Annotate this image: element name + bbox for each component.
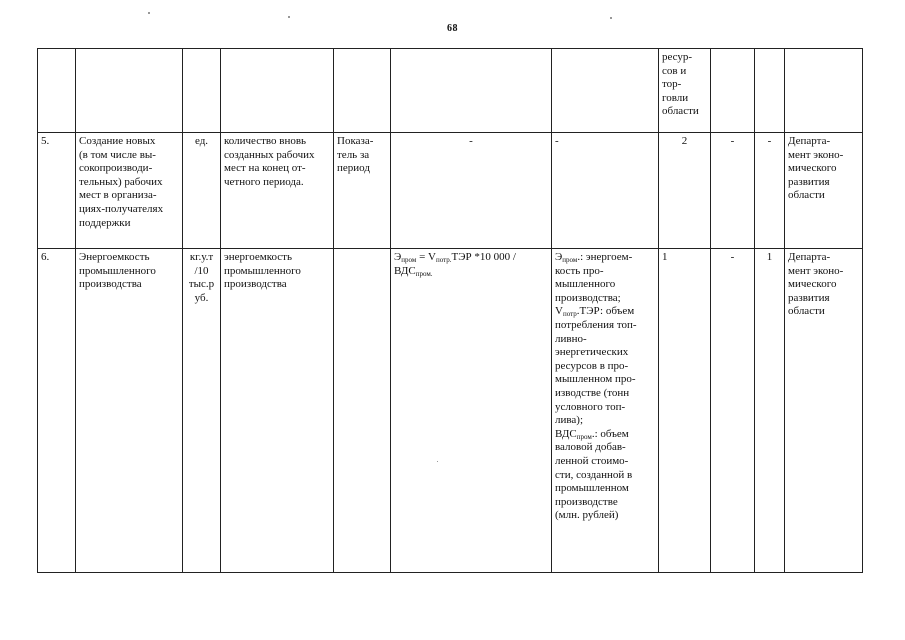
unit: ед. <box>183 133 221 249</box>
formula-vds-sub: пром. <box>415 269 433 278</box>
unit: кг.у.т /10 тыс.р уб. <box>183 249 221 573</box>
cell-num <box>38 49 76 133</box>
symbols <box>552 249 659 573</box>
definition: количество вновь созданных рабочих мест на конец от- четного периода. <box>221 133 334 249</box>
cell-responsible <box>785 49 863 133</box>
cell-formula <box>391 49 552 133</box>
formula-ter: ТЭР *10 000 / <box>451 251 516 263</box>
symbol-v: V <box>555 305 563 318</box>
value-col9: - <box>711 133 755 249</box>
value-col9: - <box>711 249 755 573</box>
table-row-continuation <box>38 49 863 133</box>
formula-v: = V <box>416 251 436 263</box>
scan-speck <box>610 17 612 19</box>
table-row-6 <box>38 249 863 573</box>
symbol-e-text: .: энергоем- кость про- мышленного производства; <box>555 251 633 304</box>
cell-col9 <box>711 49 755 133</box>
value-col8: 2 <box>659 133 711 249</box>
cell-type <box>334 49 391 133</box>
row-number: 6. <box>38 249 76 573</box>
cell-col10 <box>755 49 785 133</box>
value-col10: 1 <box>755 249 785 573</box>
responsible: Департа- мент эконо- мического развития области <box>785 249 863 573</box>
symbol-vds-text: .: объем валовой добав- ленной стоимо- сти, созданной в промышленном производстве (млн. рублей) <box>555 427 633 522</box>
definition: энергоемкость промышленного производства <box>221 249 334 573</box>
indicators-table <box>37 48 863 573</box>
page-number: 68 <box>447 23 458 34</box>
cell-unit <box>183 49 221 133</box>
indicator-name: Создание новых (в том числе вы- сокопроизводи- тельных) рабочих мест в организа- циях-получателях поддержки <box>76 133 183 249</box>
formula-v-sub: потр. <box>435 256 452 264</box>
symbol-v-sub: потр <box>562 310 577 319</box>
responsible: Департа- мент эконо- мического развития области <box>785 133 863 249</box>
symbol-vds: ВДС <box>555 427 577 440</box>
formula-vds: ВДС <box>394 264 416 277</box>
cell-symbols <box>552 49 659 133</box>
scan-speck <box>288 16 290 18</box>
cell-indicator <box>76 49 183 133</box>
row-number: 5. <box>38 133 76 249</box>
indicator-type: Показа- тель за период <box>334 133 391 249</box>
indicator-name: Энергоемкость промышленного производства <box>76 249 183 573</box>
symbols: - <box>552 133 659 249</box>
symbol-e-sub: пром <box>562 256 578 264</box>
scan-speck <box>148 12 150 14</box>
cell-definition <box>221 49 334 133</box>
formula-e-sub: пром <box>401 256 417 264</box>
symbol-v-text: .ТЭР: объем потребления топ- ливно- энергетических ресурсов в про- мышленном про- изводстве (тонн условного топ- лива); <box>555 305 637 427</box>
symbol-e: Э <box>555 251 563 263</box>
value-col10: - <box>755 133 785 249</box>
formula: - <box>391 133 552 249</box>
indicator-type <box>334 249 391 573</box>
formula <box>391 249 552 573</box>
formula-e: Э <box>394 251 402 263</box>
table-row-5 <box>38 133 863 249</box>
cell-col8: ресур- сов и тор- говли области <box>659 49 711 133</box>
scan-speck <box>437 461 438 462</box>
value-col8: 1 <box>659 249 711 573</box>
symbol-vds-sub: пром <box>576 432 592 441</box>
